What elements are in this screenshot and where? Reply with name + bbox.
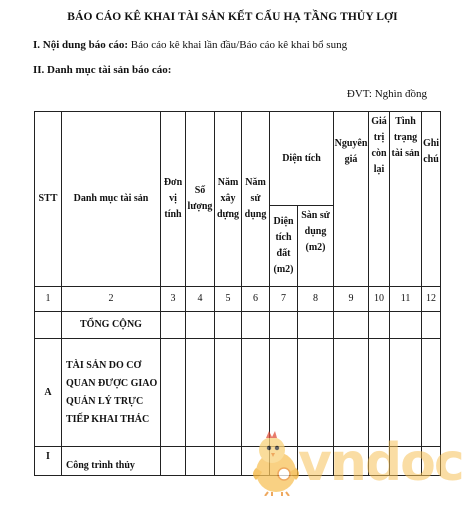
table-cell [215, 447, 242, 476]
currency-unit: ĐVT: Nghìn đồng [346, 88, 427, 100]
watermark [248, 430, 465, 496]
total-stt-cell [35, 312, 62, 339]
total-row [35, 312, 441, 339]
header-area: Diện tích [270, 112, 334, 206]
table-cell [242, 312, 270, 339]
header-area-use: Sàn sử dụng (m2) [298, 206, 334, 287]
document-title: BÁO CÁO KÊ KHAI TÀI SẢN KẾT CẤU HẠ TẦNG THỦY LỢI [67, 11, 398, 23]
table-cell [298, 312, 334, 339]
section-i-stt: I [35, 447, 62, 476]
col-number: 2 [62, 287, 161, 312]
table-cell [422, 312, 441, 339]
table-cell [215, 312, 242, 339]
header-original-price [334, 112, 369, 287]
col-number: 8 [298, 287, 334, 312]
report-content-label: I. Nội dung báo cáo: [33, 39, 129, 51]
col-number: 12 [422, 287, 441, 312]
col-number: 5 [215, 287, 242, 312]
total-label: TỔNG CỘNG [62, 312, 161, 339]
table-cell [161, 447, 186, 476]
col-number: 7 [270, 287, 298, 312]
col-number: 9 [334, 287, 369, 312]
report-content-value: Báo cáo kê khai lần đầu/Báo cáo kê khai bổ sung [128, 39, 348, 51]
section-a-stt: A [35, 339, 62, 447]
table-cell [369, 312, 390, 339]
report-content-line [33, 39, 347, 51]
watermark-text: vndoc [298, 433, 463, 493]
section-i-label: Công trình thủy [62, 447, 161, 476]
header-unit: Đơn vị tính [161, 112, 186, 287]
header-note [422, 112, 441, 287]
chicken-mascot-icon [248, 430, 304, 496]
header-original-price-text: Nguyên giá [334, 138, 368, 165]
table-cell [186, 447, 215, 476]
table-cell [186, 339, 215, 447]
column-number-row [35, 287, 441, 312]
table-cell [186, 312, 215, 339]
header-status: Tình trạng tài sản [390, 112, 422, 287]
table-cell [390, 312, 422, 339]
asset-list-heading [33, 64, 171, 76]
header-area-land: Diện tích đất (m2) [270, 206, 298, 287]
col-number: 4 [186, 287, 215, 312]
table-cell [270, 312, 298, 339]
table-cell [215, 339, 242, 447]
header-quantity: Số lượng [186, 112, 215, 287]
asset-list-label: II. Danh mục tài sản báo cáo: [33, 64, 172, 76]
section-a-label: TÀI SẢN DO CƠ QUAN ĐƯỢC GIAO QUẢN LÝ TRỰC TIẾP KHAI THÁC [62, 339, 161, 447]
col-number: 3 [161, 287, 186, 312]
col-number: 11 [390, 287, 422, 312]
table-cell [334, 312, 369, 339]
header-asset-name: Danh mục tài sản [62, 112, 161, 287]
col-number: 1 [35, 287, 62, 312]
header-row-1 [35, 112, 441, 206]
header-year-built: Năm xây dựng [215, 112, 242, 287]
table-cell [161, 312, 186, 339]
col-number: 6 [242, 287, 270, 312]
header-remaining-value: Giá trị còn lại [369, 112, 390, 287]
header-stt: STT [35, 112, 62, 287]
header-year-used: Năm sử dụng [242, 112, 270, 287]
table-cell [161, 339, 186, 447]
asset-table [34, 111, 441, 476]
col-number: 10 [369, 287, 390, 312]
header-note-text: Ghi chú [422, 138, 440, 165]
